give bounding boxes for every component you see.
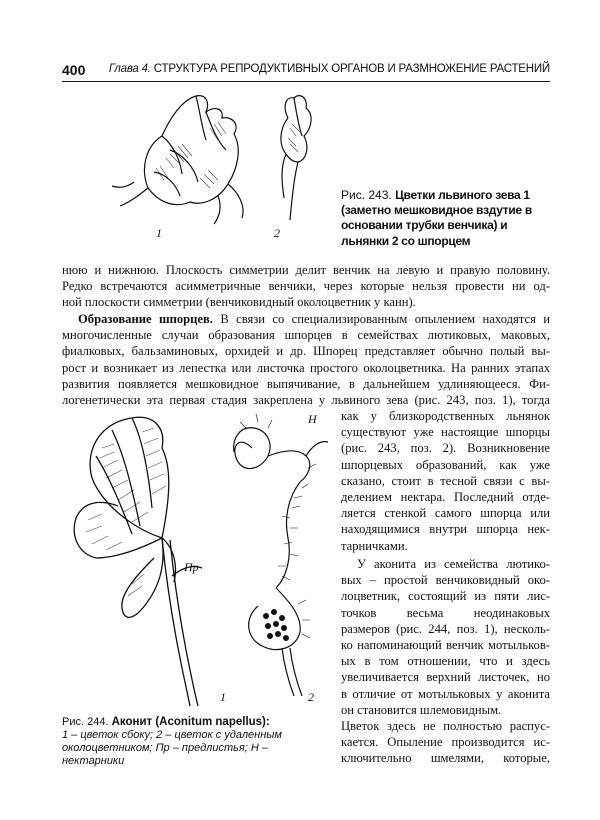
figure-243-label-2: 2: [274, 226, 280, 240]
text-line: тарничками.: [341, 538, 408, 553]
text-line: фиалковых, бальзаминовых, орхидей и др. Шпорец представляет обычно полый вы-: [62, 344, 550, 359]
text-line: логенетически эта первая стадия закреплена у львиного зева (рис. 243, поз. 1), тогда: [62, 392, 550, 407]
aconite-illustration: [62, 408, 334, 708]
text-line: увеличивается верхний листочек, но: [341, 670, 550, 685]
section-heading: Образование шпорцев.: [78, 312, 213, 326]
figure-244-label-H: Н: [308, 412, 317, 426]
figure-244-caption: [62, 716, 332, 768]
figure-244-number: Рис. 244.: [62, 716, 109, 728]
chapter-title: СТРУКТУРА РЕПРОДУКТИВНЫХ ОРГАНОВ И РАЗМНОЖЕНИЕ РАСТЕНИЙ: [153, 63, 550, 75]
text-line: как у близкородственных льнянок: [341, 409, 550, 423]
text-line: он становится шлемовидным.: [341, 702, 502, 717]
text-line: [62, 311, 550, 327]
text-line: многочисленные случаи образования шпорцев в семействах лютиковых, маковых,: [62, 328, 550, 343]
text-line: в отличие от мотыльковых у аконита: [341, 686, 550, 701]
running-title: [109, 63, 550, 75]
text-line: рост и возникает из лепестка или листочка простого околоцветника. На ранних этапах: [62, 360, 550, 375]
text-line: Цветок здесь не полностью распус-: [341, 718, 550, 733]
figure-244-caption-title-line: [62, 716, 332, 729]
text-line: делением нектара. Последний отде-: [341, 489, 550, 504]
figure-243-drawing: [110, 88, 340, 238]
figure-244-caption-text: 1 – цветок сбоку; 2 – цветок с удаленным околоцветником; Пр – предлистья; Н – нектарники: [62, 729, 282, 767]
text-fragment: В связи со специализированным опылением находятся и: [212, 312, 550, 326]
page-number: 400: [62, 62, 86, 78]
text-line: шпорцевых образований, как уже: [341, 457, 550, 472]
text-line: ко напоминающий венчик мотыльков-: [341, 637, 550, 652]
figure-244-drawing: [62, 408, 334, 708]
figure-244-label-Pr: Пр: [184, 560, 199, 574]
text-line: ключительно шмелями, которые,: [341, 751, 550, 766]
text-line: ной плоскости симметрии (венчиковидный околоцветник у канн).: [62, 295, 416, 310]
text-line: находящимися внутри шпорца нек-: [341, 522, 550, 537]
text-line: существуют уже настоящие шпорцы: [341, 425, 550, 440]
text-line: размеров (рис. 244, поз. 1), несколь-: [341, 621, 550, 636]
figure-243-number: Рис. 243.: [341, 188, 392, 202]
text-line: кается. Опыление производится ис-: [341, 735, 550, 750]
chapter-label: Глава 4.: [108, 63, 151, 75]
figure-244-title: Аконит (Aconitum napellus):: [111, 716, 270, 728]
text-line: Редко встречаются асимметричные венчики, через которые нельзя провести ни од-: [62, 279, 550, 294]
header-rule: [62, 81, 550, 82]
figure-243-caption: [341, 188, 553, 249]
body-column-right-1: [341, 408, 550, 554]
text-line: точков весьма неодинаковых: [341, 605, 550, 620]
text-line: У аконита из семейства лютико-: [357, 557, 550, 571]
figure-243-caption-text: Цветки львиного зева 1 (заметно мешковидное вздутие в основании трубки венчика) и льнянки 2 со шпорцем: [341, 188, 532, 248]
text-line: лоцветник, состоящий из пяти лис-: [341, 589, 550, 604]
body-column-right-2: [341, 556, 550, 766]
text-line: ых в том отношении, что и здесь: [341, 654, 550, 669]
text-line: сказано, стоит в тесной связи с вы-: [341, 473, 550, 488]
text-line: развития появляется мешковидное выпячивание, в дальнейшем удлиняющееся. Фи-: [62, 376, 550, 391]
text-line: ляется стенкой самого шпорца или: [341, 506, 550, 521]
figure-244-label-1: 1: [220, 690, 226, 704]
snapdragon-illustration: [110, 88, 340, 238]
figure-243-label-1: 1: [156, 226, 162, 240]
text-line: нюю и нижнюю. Плоскость симметрии делит венчик на левую и правую половину.: [62, 263, 550, 277]
text-line: (рис. 243, поз. 2). Возникновение: [341, 441, 550, 456]
body-paragraph-top: [62, 262, 550, 311]
figure-244-label-2: 2: [308, 690, 314, 704]
body-paragraph-spurs: [62, 311, 550, 408]
page-header: [62, 62, 550, 80]
text-line: вых – простой венчиковидный око-: [341, 573, 550, 588]
